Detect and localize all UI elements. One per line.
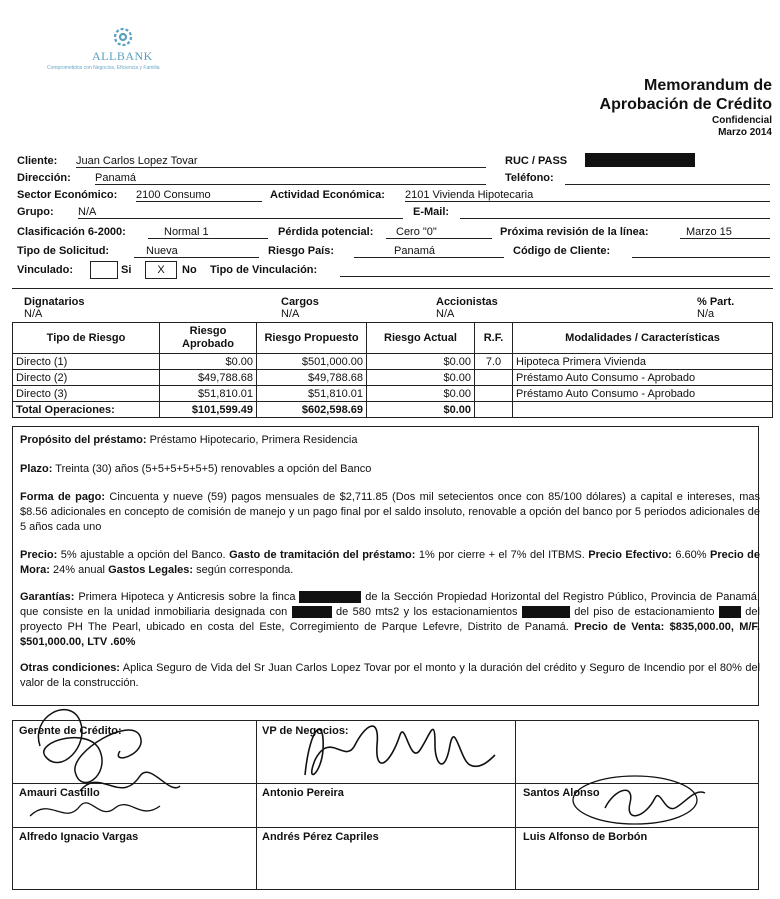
riesgo-pais-value: Panamá	[354, 245, 504, 258]
risk-header-aprobado: Riesgo Aprobado	[160, 323, 257, 354]
tipo-vinculacion-label: Tipo de Vinculación:	[210, 264, 318, 276]
cell-tipo: Directo (1)	[13, 354, 160, 370]
legales-text: según corresponda.	[196, 564, 294, 576]
total-actual: $0.00	[367, 402, 475, 418]
perdida-value: Cero "0"	[386, 226, 492, 239]
signature-gerente-scribble	[20, 696, 190, 831]
total-aprobado: $101,599.49	[160, 402, 257, 418]
solicitud-value: Nueva	[134, 245, 259, 258]
plazo-paragraph	[20, 462, 760, 477]
total-propuesto: $602,598.69	[257, 402, 367, 418]
memo-date: Marzo 2014	[718, 127, 772, 138]
grupo-value: N/A	[78, 206, 403, 219]
proposito-label: Propósito del préstamo:	[20, 434, 147, 446]
logo-tagline: Comprometidos con Negocios, Eficiencia y Familia	[47, 65, 160, 71]
logo-name: ALLBANK	[92, 49, 153, 63]
plazo-label: Plazo:	[20, 463, 53, 475]
legales-label: Gastos Legales:	[108, 564, 194, 576]
actividad-value: 2101 Vivienda Hipotecaria	[405, 189, 770, 202]
cell-rf: 7.0	[475, 354, 513, 370]
risk-header-propuesto: Riesgo Propuesto	[257, 323, 367, 354]
memo-title-line2: Aprobación de Crédito	[599, 96, 772, 113]
email-line	[460, 218, 770, 219]
risk-table-header	[13, 323, 773, 354]
ruc-label: RUC / PASS	[505, 155, 568, 167]
signer-name-1: Amauri Castillo	[19, 787, 100, 799]
precio-label: Precio:	[20, 549, 58, 561]
vinculado-label: Vinculado:	[17, 264, 74, 276]
codigo-cliente-line	[632, 257, 770, 258]
ruc-redaction	[585, 153, 695, 167]
gerente-credito-label: Gerente de Crédito:	[19, 725, 122, 737]
finca-redaction	[299, 591, 361, 603]
cliente-label: Cliente:	[17, 155, 58, 167]
piso-redaction	[719, 606, 741, 618]
total-rf	[475, 402, 513, 418]
grupo-label: Grupo:	[17, 206, 54, 218]
participacion-label: % Part.	[697, 296, 735, 308]
telefono-label: Teléfono:	[505, 172, 554, 184]
no-label: No	[182, 264, 197, 276]
signer-name-6: Luis Alfonso de Borbón	[523, 831, 648, 843]
garantias-text-2: de la Sección Propiedad Horizontal del Registro Público, Provincia de Panamá, que consiste en la unidad inmobiliaria designada con	[20, 591, 760, 618]
si-checkbox	[90, 261, 118, 279]
total-modalidad	[513, 402, 773, 418]
signer-name-5: Andrés Pérez Capriles	[262, 831, 379, 843]
forma-pago-text: Cincuenta y nueve (59) pagos mensuales de $2,711.85 (Dos mil setecientos once con 85/100 dólares) a capital e intereses, mas $8.56 adicionales en concepto de comisión de manejo y un pago final por el saldo insoluto, renovable a opción del banco por 5 periodos adicionales de 5 años cada uno	[20, 491, 760, 533]
actividad-label: Actividad Económica:	[270, 189, 385, 201]
si-label: Si	[121, 264, 132, 276]
proposito-paragraph	[20, 433, 760, 448]
sig-divider-1	[256, 721, 257, 889]
cell-propuesto: $49,788.68	[257, 370, 367, 386]
cell-tipo: Directo (2)	[13, 370, 160, 386]
plazo-text: Treinta (30) años (5+5+5+5+5+5) renovables a opción del Banco	[55, 463, 372, 475]
cell-modalidad: Préstamo Auto Consumo - Aprobado	[513, 386, 773, 402]
confidential-label: Confidencial	[711, 115, 772, 126]
accionistas-label: Accionistas	[436, 296, 498, 308]
cell-modalidad: Préstamo Auto Consumo - Aprobado	[513, 370, 773, 386]
table-row	[13, 386, 773, 402]
garantias-text-1: Primera Hipoteca y Anticresis sobre la finca	[78, 591, 296, 603]
signer-name-2: Antonio Pereira	[262, 787, 344, 799]
otras-text: Aplica Seguro de Vida del Sr Juan Carlos Lopez Tovar por el monto y la duración del crédito y Seguro de Incendio por el 80% del valor de la construcción.	[20, 662, 761, 689]
signature-vp-scribble	[285, 705, 505, 795]
gasto-text: 1% por cierre + el 7% del ITBMS.	[418, 549, 585, 561]
cargos-label: Cargos	[281, 296, 319, 308]
proposito-text: Préstamo Hipotecario, Primera Residencia	[149, 434, 358, 446]
cell-rf	[475, 370, 513, 386]
precio-paragraph	[20, 548, 760, 578]
otras-paragraph	[20, 661, 760, 691]
cell-rf	[475, 386, 513, 402]
risk-header-rf: R.F.	[475, 323, 513, 354]
precio-text: 5% ajustable a opción del Banco.	[60, 549, 226, 561]
sig-divider-2	[515, 721, 516, 889]
garantias-text-5: del proyecto PH The Pearl, ubicado en costa del Este, Corregimiento de Parque Lefevre, Distrito de Panamá.	[20, 606, 760, 633]
cell-propuesto: $501,000.00	[257, 354, 367, 370]
perdida-label: Pérdida potencial:	[278, 226, 374, 238]
efectivo-text: 6.60%	[675, 549, 707, 561]
revision-label: Próxima revisión de la línea:	[500, 226, 649, 238]
email-label: E-Mail:	[413, 206, 450, 218]
allbank-logo-icon	[111, 25, 135, 49]
memo-title-line1: Memorandum de	[643, 77, 772, 94]
forma-pago-label: Forma de pago:	[20, 491, 106, 503]
clasificacion-label: Clasificación 6-2000:	[17, 226, 126, 238]
cell-actual: $0.00	[367, 386, 475, 402]
sector-value: 2100 Consumo	[136, 189, 262, 202]
cell-propuesto: $51,810.01	[257, 386, 367, 402]
cell-aprobado: $51,810.01	[160, 386, 257, 402]
cell-aprobado: $0.00	[160, 354, 257, 370]
sector-label: Sector Económico:	[17, 189, 118, 201]
garantias-text-4: del piso de estacionamiento	[574, 606, 715, 618]
revision-value: Marzo 15	[680, 226, 770, 239]
cell-actual: $0.00	[367, 370, 475, 386]
garantias-paragraph	[20, 590, 760, 650]
estacionamientos-redaction	[522, 606, 570, 618]
codigo-cliente-label: Código de Cliente:	[513, 245, 611, 257]
gasto-label: Gasto de tramitación del préstamo:	[229, 549, 416, 561]
table-row	[13, 370, 773, 386]
risk-header-actual: Riesgo Actual	[367, 323, 475, 354]
otras-label: Otras condiciones:	[20, 662, 120, 674]
forma-pago-paragraph	[20, 490, 760, 535]
garantias-text-3: de 580 mts2 y los estacionamientos	[336, 606, 518, 618]
telefono-line	[565, 184, 770, 185]
total-label: Total Operaciones:	[13, 402, 160, 418]
signatories-top-rule	[12, 288, 773, 289]
direccion-value: Panamá	[95, 172, 486, 185]
tipo-vinculacion-line	[340, 276, 770, 277]
participacion-value: N/a	[697, 308, 715, 320]
cell-aprobado: $49,788.68	[160, 370, 257, 386]
risk-header-modalidades: Modalidades / Características	[513, 323, 773, 354]
clasificacion-value: Normal 1	[148, 226, 268, 239]
risk-table	[12, 322, 773, 418]
total-row	[13, 402, 773, 418]
risk-header-tipo: Tipo de Riesgo	[13, 323, 160, 354]
dignatarios-label: Dignatarios	[24, 296, 85, 308]
cliente-value: Juan Carlos Lopez Tovar	[76, 155, 486, 168]
dignatarios-value: N/A	[24, 308, 43, 320]
cell-modalidad: Hipoteca Primera Vivienda	[513, 354, 773, 370]
cell-tipo: Directo (3)	[13, 386, 160, 402]
signature-santos-scribble	[565, 768, 725, 838]
table-row	[13, 354, 773, 370]
accionistas-value: N/A	[436, 308, 455, 320]
direccion-label: Dirección:	[17, 172, 71, 184]
precio-venta: Precio de Venta: $835,000.00, M/F. $501,000.00, LTV .60%	[20, 621, 760, 648]
vp-negocios-label: VP de Negocios:	[262, 725, 349, 737]
signer-name-4: Alfredo Ignacio Vargas	[19, 831, 139, 843]
cell-actual: $0.00	[367, 354, 475, 370]
solicitud-label: Tipo de Solicitud:	[17, 245, 110, 257]
cargos-value: N/A	[281, 308, 300, 320]
mora-text: 24% anual	[53, 564, 106, 576]
efectivo-label: Precio Efectivo:	[588, 549, 672, 561]
garantias-label: Garantías:	[20, 591, 75, 603]
mora-label: Precio de Mora:	[20, 549, 760, 576]
riesgo-pais-label: Riesgo País:	[268, 245, 335, 257]
signer-name-3: Santos Alonso	[523, 787, 600, 799]
no-checkbox: X	[145, 261, 177, 279]
unidad-redaction	[292, 606, 332, 618]
